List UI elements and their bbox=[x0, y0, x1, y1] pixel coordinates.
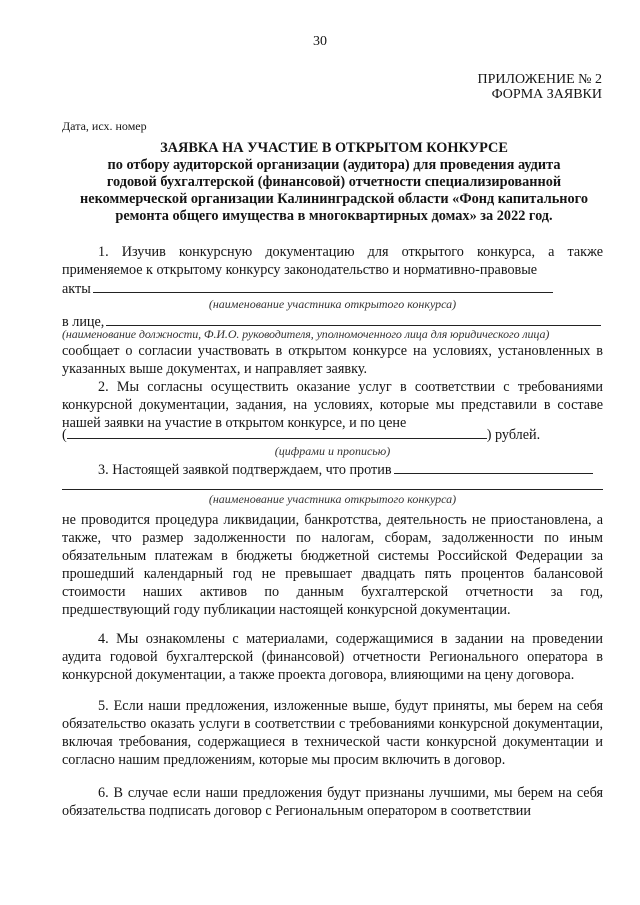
participant-hint: (наименование участника открытого конкурса) bbox=[208, 297, 457, 311]
title-line-1: ЗАЯВКА НА УЧАСТИЕ В ОТКРЫТОМ КОНКУРСЕ bbox=[160, 140, 508, 156]
rubles-label: ) рублей. bbox=[486, 427, 541, 443]
title-line-4: некоммерческой организации Калининградской области «Фонд капитального bbox=[80, 191, 588, 207]
paragraph-3: не проводится процедура ликвидации, банкротства, деятельность не приостановлена, а также, что размер задолженности по налогам, сборам, задолженности по иным обязательным платежам в бюджеты бюджетной системы Российской Федерации за прошедший календарный год не превышает двадцать пять процентов балансовой стоимости наших активов по данным бухгалтерской отчетности за год, предшествующий году публикации настоящей конкурсной документации. bbox=[62, 512, 603, 618]
appendix-header bbox=[478, 72, 603, 102]
paragraph-4: 4. Мы ознакомлены с материалами, содержащимися в задании на проведении аудита годовой бухгалтерской (финансовой) отчетности Регионального оператора в конкурсной документации, а также проекта договора, влияющими на цену договора. bbox=[62, 631, 603, 683]
title-line-5: ремонта общего имущества в многоквартирных домах» за 2022 год. bbox=[115, 208, 553, 224]
open-paren: ( bbox=[62, 427, 67, 443]
appendix-number: ПРИЛОЖЕНИЕ № 2 bbox=[477, 72, 602, 87]
paragraph-3-lead: 3. Настоящей заявкой подтверждаем, что против bbox=[98, 462, 392, 478]
title-line-2: по отбору аудиторской организации (аудитора) для проведения аудита bbox=[107, 157, 561, 173]
acts-row bbox=[62, 279, 603, 298]
paragraph-5: 5. Если наши предложения, изложенные выше, будут приняты, мы берем на себя обязательство оказать услуги в соответствии с требованиями конкурсной документации, включая требования, содержащиеся в технической части конкурсной документации и согласно нашим предложениям, которые мы просим включить в договор. bbox=[62, 698, 603, 768]
price-hint: (цифрами и прописью) bbox=[274, 444, 391, 458]
document-title bbox=[56, 140, 612, 225]
form-label: ФОРМА ЗАЯВКИ bbox=[491, 87, 602, 102]
date-reference-label: Дата, исх. номер bbox=[62, 119, 147, 133]
paragraph-2: 2. Мы согласны осуществить оказание услуг в соответствии с требованиями конкурсной документации, задания, на условиях, которые мы представили в составе нашей заявки на участие в открытом конкурсе, и по цене bbox=[62, 379, 603, 431]
price-field[interactable] bbox=[67, 425, 487, 439]
participant-name-line-2[interactable] bbox=[62, 489, 603, 490]
participant-hint-2: (наименование участника открытого конкурса) bbox=[208, 492, 457, 506]
paragraph-6: 6. В случае если наши предложения будут признаны лучшими, мы берем на себя обязательства подписать договор с Региональным оператором в соответствии bbox=[62, 785, 603, 819]
title-line-3: годовой бухгалтерской (финансовой) отчетности специализированной bbox=[106, 174, 562, 190]
paragraph-1-continued: сообщает о согласии участвовать в открытом конкурсе на условиях, установленных в указанных выше документах, и направляет заявку. bbox=[62, 343, 603, 377]
participant-name-field[interactable] bbox=[93, 279, 553, 293]
representative-hint: (наименование должности, Ф.И.О. руководителя, уполномоченного лица для юридического лица) bbox=[62, 327, 550, 341]
paragraph-3-lead-row bbox=[62, 460, 603, 479]
participant-name-field-2[interactable] bbox=[394, 460, 593, 474]
person-label: в лице, bbox=[62, 314, 105, 330]
paragraph-1: 1. Изучив конкурсную документацию для открытого конкурса, а также применяемое к открытому конкурсу законодательство и нормативно-правовые bbox=[62, 244, 603, 278]
acts-label: акты bbox=[62, 281, 91, 297]
price-row bbox=[62, 425, 603, 444]
page-number: 30 bbox=[313, 34, 327, 49]
representative-field[interactable] bbox=[106, 312, 601, 326]
